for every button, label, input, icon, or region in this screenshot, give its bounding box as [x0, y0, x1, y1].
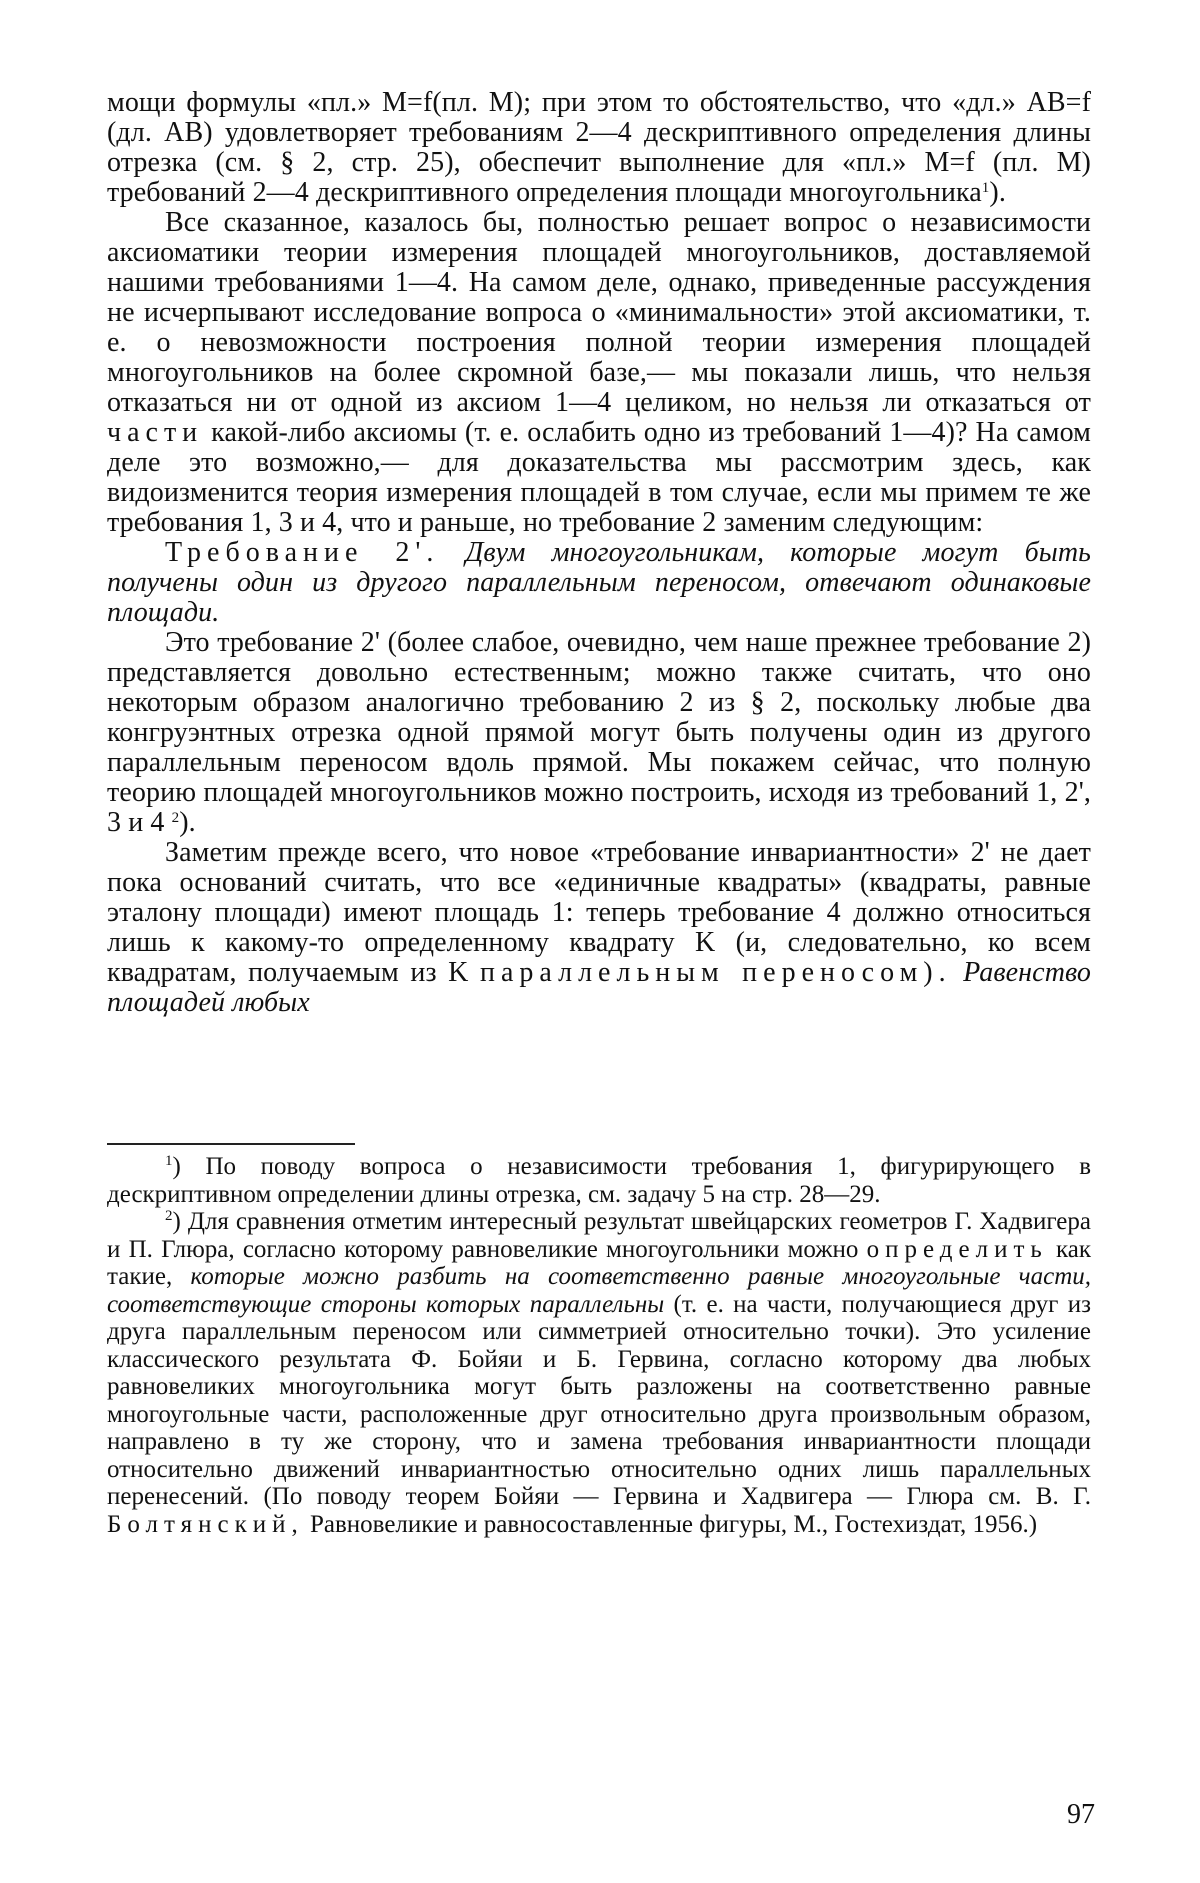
paragraph-4-text: Заметим прежде всего, что новое «требование инвариантности» 2' не дает пока оснований считать, что все «единичные квадраты» (квадраты, равные эталону площади) имеют площадь 1: теперь требование 4 должно относиться лишь к какому-то определенному квадрату K (и, следовательно, ко всем квадратам, получаемым из K — [107, 837, 1091, 988]
footnote-2-text-b: как такие, — [107, 1235, 1092, 1290]
paragraph-3 — [107, 628, 1091, 838]
footnote-2: $^2$) Для сравнения отметим интересный результат швейцарских геометров Г. Хадвигера и П. Глюра, согласно которому равновеликие многоугольники можно определить как такие, которые можно разбить на соответственно равные многоугольные части, соответствующие стороны которых параллельны (т. е. на части, получающиеся друг из друга параллельным переносом или симметрией относительно точки). Это усиление классического результата Ф. Бойяи и Б. Гервина, согласно которому два любых равновеликих многоугольника могут быть разложены на соответственно равные многоугольные части, расположенные друг относительно друга произвольным образом, направлено в ту же сторону, что и замена требования инвариантности площади относительно движений инвариантностью относительно одних лишь параллельных перенесений. (По поводу теорем Бойяи — Гервина и Хадвигера — Глюра см. В. Г. Болтянский, Равновеликие и равносоставленные фигуры, М., Гостехиздат, 1956.) — [107, 1208, 1092, 1538]
footnote-2-text-a: Для сравнения отметим интересный результат швейцарских геометров Г. Хадвигера и П. Глюра, согласно которому равновеликие многоугольники можно — [107, 1208, 1091, 1263]
page-number: 97 — [1067, 1799, 1095, 1830]
paragraph-1-text: мощи формулы «пл.» M=f(пл. M); при этом то обстоятельство, что «дл.» AB=f (дл. AB) удовлетворяет требованиям 2—4 дескриптивного определения длины отрезка (см. § 2, стр. 25), обеспечит выполнение для «пл.» M=f (пл. M) требований 2—4 дескриптивного определения площади многоугольника — [107, 87, 1091, 208]
footnote-2-text-d: Равновеликие и равносоставленные фигуры, М., Гостехиздат, 1956.) — [309, 1510, 1038, 1538]
footnote-2-italic: которые можно разбить на соответственно равные многоугольные части, соответствующие стороны которых параллельны — [107, 1263, 1092, 1318]
requirement-label: Требование 2'. — [165, 537, 440, 568]
main-text — [107, 88, 1091, 1018]
footnote-1-mark: 1 — [165, 1153, 173, 1169]
paragraph-3-text: Это требование 2' (более слабое, очевидно, чем наше прежнее требование 2) представляется довольно естественным; можно также считать, что оно некоторым образом аналогично требованию 2 из § 2, поскольку любые два конгруэнтных отрезка одной прямой могут быть получены один из другого параллельным переносом вдоль прямой. Мы покажем сейчас, что полную теорию площадей многоугольников можно построить, исходя из требований 1, 2', 3 и 4 — [107, 627, 1091, 838]
paragraph-2 — [107, 208, 1091, 538]
footnote-1-text: По поводу вопроса о независимости требования 1, фигурирующего в дескриптивном определении длины отрезка, см. задачу 5 на стр. 28—29. — [107, 1153, 1091, 1208]
footnote-divider — [107, 1143, 355, 1145]
requirement-text: Двум многоугольникам, которые могут быть получены один из другого параллельным переносом, отвечают одинаковые площади. — [107, 537, 1091, 628]
paragraph-1-end: ). — [989, 177, 1006, 208]
paragraph-4 — [107, 838, 1091, 1018]
paragraph-4-spaced-words: параллельным переносом). — [480, 957, 952, 988]
footnote-ref-2: 2 — [171, 810, 180, 826]
paragraph-2-spaced-word: части — [107, 417, 204, 448]
footnote-2-mark: 2 — [165, 1208, 173, 1224]
footnote-1: $^1$) По поводу вопроса о независимости требования 1, фигурирующего в дескриптивном определении длины отрезка, см. задачу 5 на стр. 28—29. — [107, 1153, 1091, 1208]
paragraph-2-text-a: Все сказанное, казалось бы, полностью решает вопрос о независимости аксиоматики теории измерения площадей многоугольников, доставляемой нашими требованиями 1—4. На самом деле, однако, приведенные рассуждения не исчерпывают исследование вопроса о «минимальности» этой аксиоматики, т. е. о невозможности построения полной теории измерения площадей многоугольников на более скромной базе,— мы показали лишь, что нельзя отказаться ни от одной из аксиом 1—4 целиком, но нельзя ли отказаться от — [107, 207, 1091, 418]
paragraph-1 — [107, 88, 1091, 208]
footnote-ref-1: 1 — [981, 180, 990, 196]
paragraph-4-italic: Равенство площадей любых — [107, 957, 1091, 1018]
paragraph-2-text-b: какой-либо аксиомы (т. е. ослабить одно из требований 1—4)? На самом деле это возможно,— для доказательства мы рассмотрим здесь, как видоизменится теория измерения площадей в том случае, если мы примем те же требования 1, 3 и 4, что и раньше, но требование 2 заменим следующим: — [107, 417, 1091, 538]
footnote-2-text-c: (т. е. на части, получающиеся друг из друга параллельным переносом или симметрией относительно точки). Это усиление классического результата Ф. Бойяи и Б. Гервина, согласно которому два любых равновеликих многоугольника могут быть разложены на соответственно равные многоугольные части, расположенные друг относительно друга произвольным образом, направлено в ту же сторону, что и замена требования инвариантности площади относительно движений инвариантностью относительно одних лишь параллельных перенесений. (По поводу теорем Бойяи — Гервина и Хадвигера — Глюра см. В. Г. — [107, 1290, 1091, 1510]
requirement-2-prime — [107, 538, 1091, 628]
footnotes — [107, 1153, 1091, 1538]
footnote-2-spaced-word: определить — [866, 1235, 1048, 1263]
footnote-2-author: Болтянский, — [107, 1510, 304, 1538]
paragraph-3-end: ). — [179, 807, 196, 838]
